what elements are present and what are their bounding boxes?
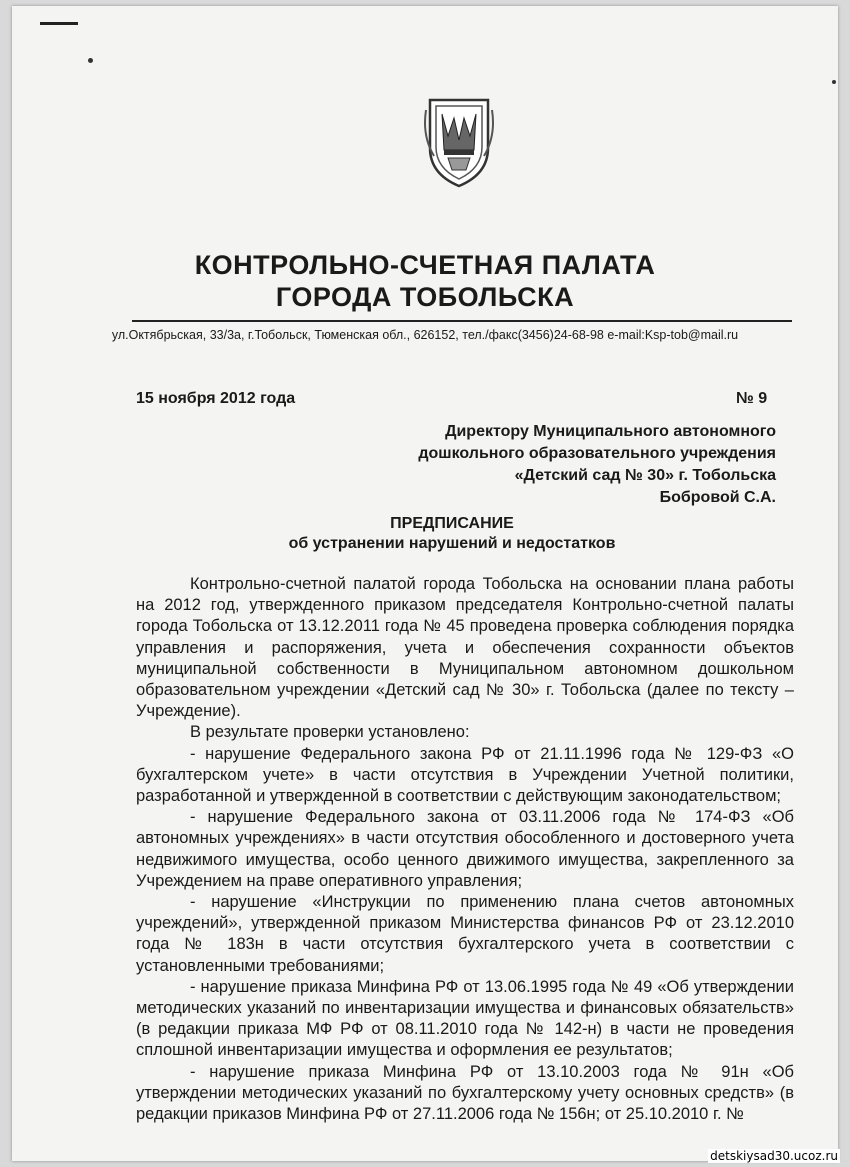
document-title: ПРЕДПИСАНИЕ <box>390 515 514 532</box>
body-paragraph: - нарушение приказа Минфина РФ от 13.06.1995 года № 49 «Об утверждении методических указаний по инвентаризации имущества и финансовых обязательств» (в редакции приказа МФ РФ от 08.11.2010 года № 142-н) в части не проведения сплошной инвентаризации имущества и оформления ее результатов; <box>136 977 794 1060</box>
document-page <box>12 6 838 1161</box>
scan-speck <box>88 58 93 63</box>
addressee-block <box>356 421 776 509</box>
header-divider <box>132 320 792 322</box>
body-paragraph: В результате проверки установлено: <box>190 723 470 742</box>
coat-of-arms-icon <box>424 90 494 190</box>
source-watermark: detskiysad30.ucoz.ru <box>710 1149 838 1163</box>
document-body <box>136 574 794 1125</box>
document-date: 15 ноября 2012 года <box>136 390 296 407</box>
addressee-line: «Детский сад № 30» г. Тобольска <box>514 467 776 484</box>
addressee-line: дошкольного образовательного учреждения <box>418 445 776 462</box>
body-paragraph: Контрольно-счетной палатой города Тобольска на основании плана работы на 2012 год, утвержденного приказом председателя Контрольно-счетной палаты города Тобольска от 13.12.2011 года № 45 проведена проверка соблюдения порядка управления и распоряжения, учета и обеспечения сохранности объектов муниципальной собственности в Муниципальном автономном дошкольном образовательном учреждении «Детский сад № 30» г. Тобольска (далее по тексту – Учреждение). <box>136 575 794 721</box>
document-subtitle: об устранении нарушений и недостатков <box>288 535 616 552</box>
scan-mark <box>40 22 78 25</box>
body-paragraph: - нарушение «Инструкции по применению плана счетов автономных учреждений», утвержденной приказом Министерства финансов РФ от 23.12.2010 года № 183н в части отсутствия бухгалтерского учета в соответствии с установленными требованиями; <box>136 893 794 975</box>
body-paragraph: - нарушение Федерального закона от 03.11.2006 года № 174-ФЗ «Об автономных учреждениях» в части отсутствия обособленного и достоверного учета недвижимого имущества, особо ценного движимого имущества, закрепленного за Учреждением на праве оперативного управления; <box>136 808 794 890</box>
body-paragraph: - нарушение Федерального закона РФ от 21.11.1996 года № 129-ФЗ «О бухгалтерском учете» в части отсутствия в Учреждении Учетной политики, разработанной и утвержденной в соответствии с действующим законодательством; <box>136 744 794 806</box>
org-name-line1: КОНТРОЛЬНО-СЧЕТНАЯ ПАЛАТА <box>194 250 656 280</box>
addressee-name: Бобровой С.А. <box>659 489 776 506</box>
org-address: ул.Октябрьская, 33/3а, г.Тобольск, Тюменская обл., 626152, тел./факс(3456)24-68-98 e-mail:Ksp-tob@mail.ru <box>111 328 739 342</box>
addressee-line: Директору Муниципального автономного <box>445 423 776 440</box>
document-number: № 9 <box>736 390 768 407</box>
body-paragraph: - нарушение приказа Минфина РФ от 13.10.2003 года № 91н «Об утверждении методических указаний по бухгалтерскому учету основных средств» (в редакции приказов Минфина РФ от 27.11.2006 года № 156н; от 25.10.2010 г. № <box>136 1062 794 1124</box>
org-name-line2: ГОРОДА ТОБОЛЬСКА <box>275 282 575 312</box>
scan-speck <box>832 80 836 84</box>
